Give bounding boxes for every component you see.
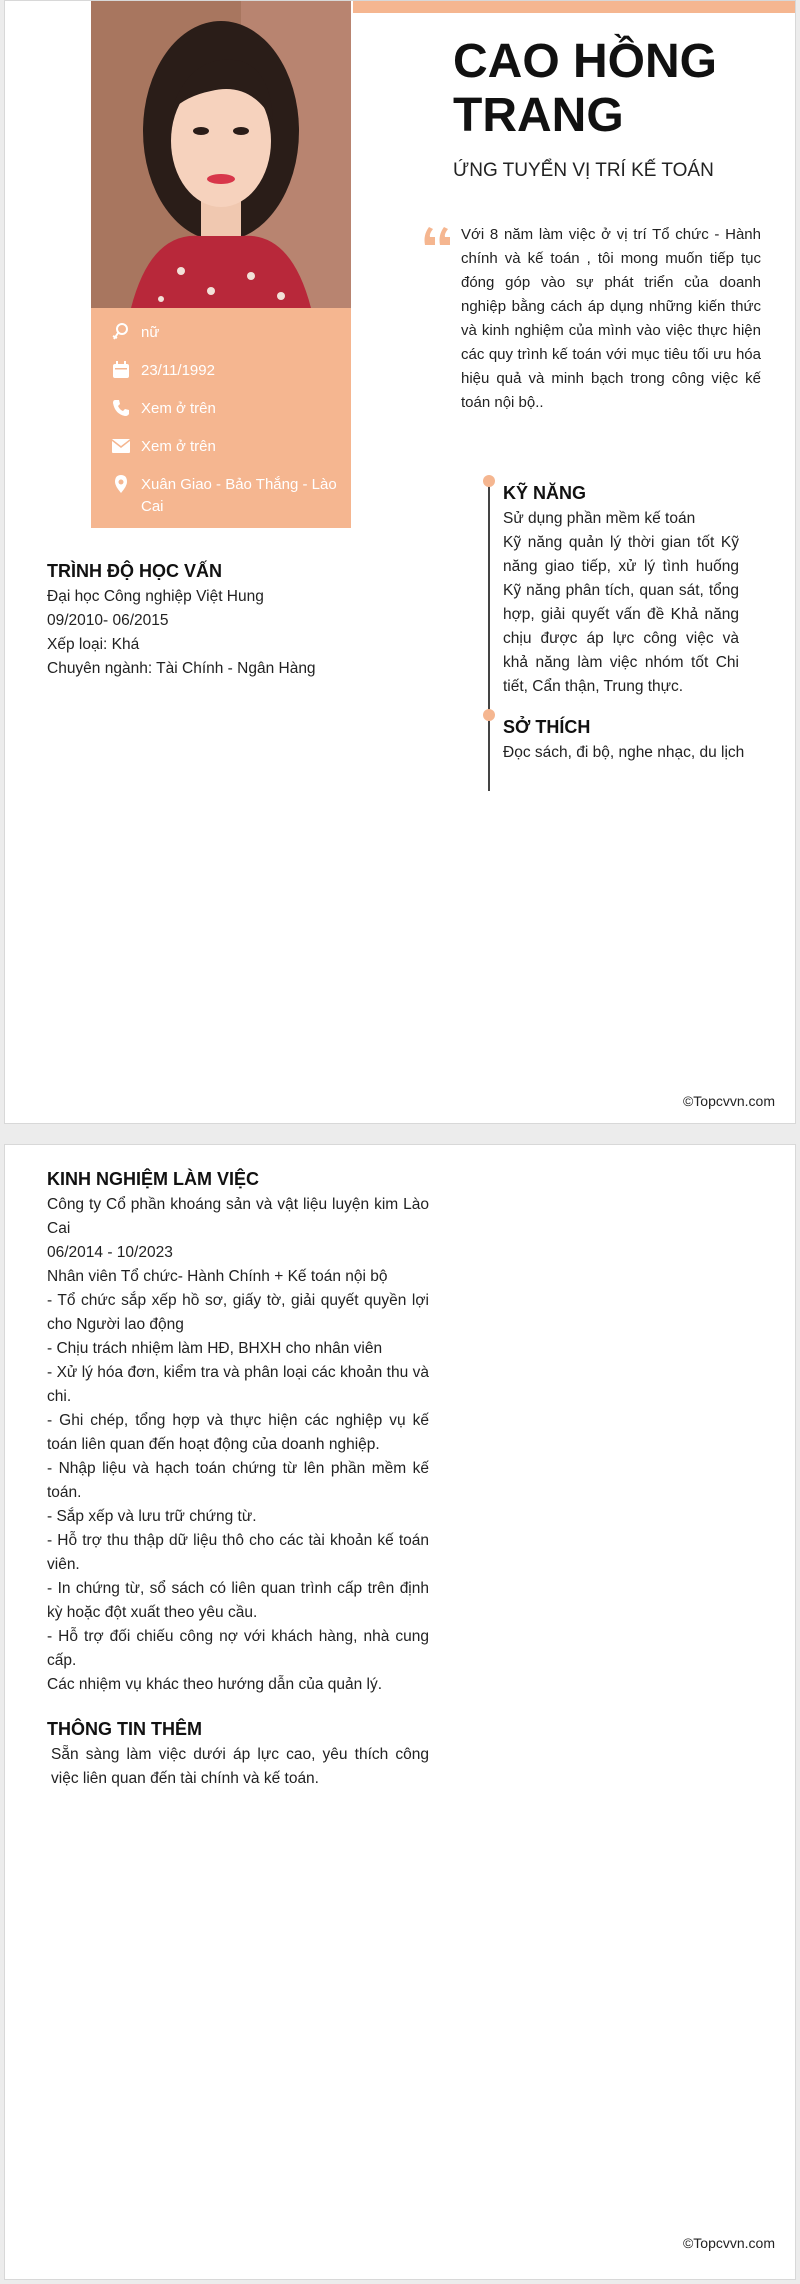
education-major: Chuyên ngành: Tài Chính - Ngân Hàng bbox=[47, 660, 316, 677]
experience-duty: - Ghi chép, tổng hợp và thực hiện các nghiệp vụ kế toán liên quan đến hoạt động của doanh nghiệp. bbox=[47, 1412, 429, 1453]
quote-icon bbox=[423, 223, 453, 247]
experience-company: Công ty Cổ phần khoáng sản và vật liệu luyện kim Lào Cai bbox=[47, 1196, 429, 1237]
footer-copyright: ©Topcvvn.com bbox=[682, 2235, 775, 2251]
skills-line-1: Sử dụng phần mềm kế toán bbox=[503, 510, 696, 527]
cv-page-2 bbox=[4, 1144, 796, 2280]
hobbies-text: Đọc sách, đi bộ, nghe nhạc, du lịch bbox=[503, 744, 745, 761]
hobbies-section bbox=[503, 715, 763, 765]
experience-duty: - Chịu trách nhiệm làm HĐ, BHXH cho nhân viên bbox=[47, 1340, 383, 1357]
profile-photo bbox=[91, 1, 351, 308]
education-title: TRÌNH ĐỘ HỌC VẤN bbox=[47, 561, 222, 581]
experience-duty: - Hỗ trợ đối chiếu công nợ với khách hàng, nhà cung cấp. bbox=[47, 1628, 429, 1669]
experience-section bbox=[47, 1167, 429, 1697]
additional-info-text: Sẵn sàng làm việc dưới áp lực cao, yêu thích công việc liên quan đến tài chính và kế toán. bbox=[51, 1746, 429, 1787]
career-objective: Với 8 năm làm việc ở vị trí Tổ chức - Hành chính và kế toán , tôi mong muốn tiếp tục đóng góp vào sự phát triển của doanh nghiệp bằng cách áp dụng những kiến thức và kinh nghiệm của mình vào việc thực hiện các quy trình kế toán với mục tiêu tối ưu hóa hiệu quả và minh bạch trong công việc kế toán nội bộ.. bbox=[461, 226, 761, 411]
contact-panel bbox=[91, 308, 351, 528]
accent-bar bbox=[353, 1, 796, 13]
education-period: 09/2010- 06/2015 bbox=[47, 612, 169, 629]
additional-info-section bbox=[47, 1717, 429, 1791]
experience-duty: - In chứng từ, sổ sách có liên quan trình cấp trên định kỳ hoặc đột xuất theo yêu cầu. bbox=[47, 1580, 429, 1621]
phone-icon bbox=[111, 398, 133, 420]
education-section bbox=[47, 559, 367, 681]
experience-title: KINH NGHIỆM LÀM VIỆC bbox=[47, 1169, 260, 1189]
experience-duty: Các nhiệm vụ khác theo hướng dẫn của quản lý. bbox=[47, 1676, 383, 1693]
additional-info-title: THÔNG TIN THÊM bbox=[47, 1719, 202, 1739]
experience-duty: - Xử lý hóa đơn, kiểm tra và phân loại các khoản thu và chi. bbox=[47, 1364, 429, 1405]
skills-section bbox=[503, 481, 739, 699]
experience-duty: - Sắp xếp và lưu trữ chứng từ. bbox=[47, 1508, 257, 1525]
envelope-icon bbox=[111, 436, 133, 458]
skills-title: KỸ NĂNG bbox=[503, 483, 587, 503]
cv-page-1 bbox=[4, 0, 796, 1124]
experience-duty: - Nhập liệu và hạch toán chứng từ lên phần mềm kế toán. bbox=[47, 1460, 429, 1501]
experience-period: 06/2014 - 10/2023 bbox=[47, 1244, 173, 1261]
contact-phone bbox=[111, 398, 339, 420]
education-school: Đại học Công nghiệp Việt Hung bbox=[47, 588, 264, 605]
experience-duty: - Tổ chức sắp xếp hồ sơ, giấy tờ, giải quyết quyền lợi cho Người lao động bbox=[47, 1292, 429, 1333]
education-rank: Xếp loại: Khá bbox=[47, 636, 140, 653]
gender-icon bbox=[111, 322, 133, 344]
gender-value: nữ bbox=[141, 324, 160, 341]
email-value: Xem ở trên bbox=[141, 438, 216, 455]
experience-role: Nhân viên Tổ chức- Hành Chính + Kế toán nội bộ bbox=[47, 1268, 388, 1285]
hobbies-title: SỞ THÍCH bbox=[503, 717, 591, 737]
skills-text: Kỹ năng quản lý thời gian tốt Kỹ năng giao tiếp, xử lý tình huống Kỹ năng phân tích, quan sát, tổng hợp, giải quyết vấn đề Khả năng chịu được áp lực công việc và khả năng làm việc nhóm tốt Chi tiết, Cẩn thận, Trung thực. bbox=[503, 534, 739, 695]
timeline-dot-skills bbox=[483, 475, 495, 487]
contact-email bbox=[111, 436, 339, 458]
candidate-name: CAO HỒNG TRANG bbox=[453, 35, 717, 142]
calendar-icon bbox=[111, 360, 133, 382]
timeline-dot-hobbies bbox=[483, 709, 495, 721]
phone-value: Xem ở trên bbox=[141, 400, 216, 417]
footer-copyright: ©Topcvvn.com bbox=[682, 1093, 775, 1109]
birthday-value: 23/11/1992 bbox=[141, 362, 215, 379]
position-title: ỨNG TUYỂN VỊ TRÍ KẾ TOÁN bbox=[453, 160, 714, 181]
experience-duty: - Hỗ trợ thu thập dữ liệu thô cho các tài khoản kế toán viên. bbox=[47, 1532, 429, 1573]
contact-address bbox=[111, 474, 339, 518]
address-value: Xuân Giao - Bảo Thắng - Lào Cai bbox=[141, 476, 337, 515]
timeline-line bbox=[488, 479, 490, 791]
contact-gender bbox=[111, 322, 339, 344]
contact-birthday bbox=[111, 360, 339, 382]
location-pin-icon bbox=[111, 474, 133, 496]
